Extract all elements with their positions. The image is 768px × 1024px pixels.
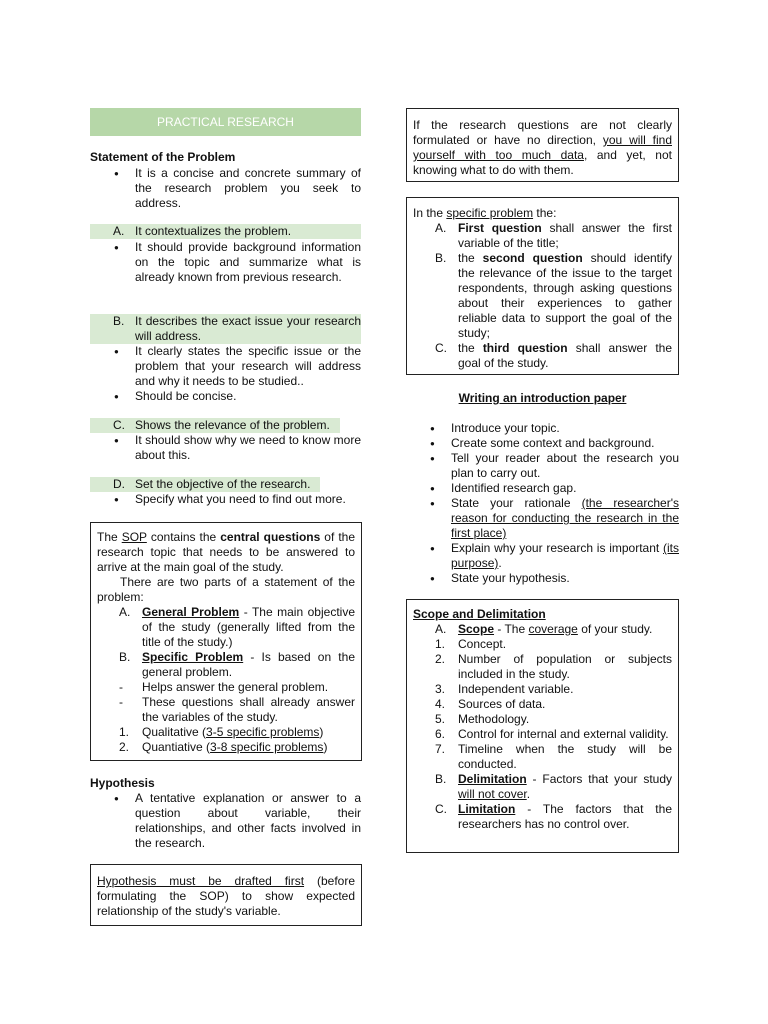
specific-problem-intro: In the specific problem the:	[413, 206, 557, 220]
list-item: ● Introduce your topic.	[406, 421, 679, 436]
scope-subitem: 6. Control for internal and external validity.	[435, 727, 669, 741]
list-item: ● Should be concise.	[90, 389, 361, 404]
quantitative-item: 2. Quantiative (3-8 specific problems)	[119, 740, 328, 754]
research-questions-box	[406, 108, 679, 182]
intro-heading: Writing an introduction paper	[458, 391, 627, 405]
page-title: PRACTICAL RESEARCH	[157, 115, 294, 129]
sop-term: SOP	[121, 530, 147, 544]
sop-heading: Statement of the Problem	[90, 150, 236, 164]
list-item: ● Identified research gap.	[406, 481, 679, 496]
list-item: ● Explain why your research is important (its purpose).	[406, 541, 679, 571]
scope-subitem: 1. Concept.	[435, 637, 507, 651]
scope-box	[406, 599, 679, 853]
hypothesis-box	[90, 864, 362, 926]
specific-problem-term: Specific Problem	[142, 650, 244, 664]
list-item: ● It clearly states the specific issue or the problem that your research will address and why it needs to be studied..	[90, 344, 361, 389]
scope-subitem: 3. Independent variable.	[435, 682, 574, 696]
delimitation-item: B. Delimitation - Factors that your study will not cover.	[435, 772, 672, 801]
page-title-banner	[90, 108, 361, 136]
central-questions-term: central questions	[220, 530, 321, 544]
specific-problem-box	[406, 197, 679, 375]
sop-c-text: Shows the relevance of the problem.	[135, 418, 330, 432]
sop-d-marker: D.	[113, 477, 125, 491]
sop-a-list	[90, 240, 361, 285]
intro-list	[406, 421, 679, 586]
general-problem-term: General Problem	[142, 605, 240, 619]
qualitative-item: 1. Qualitative (3-5 specific problems)	[119, 725, 324, 739]
sop-d-text: Set the objective of the research.	[135, 477, 311, 491]
second-question-item: B. the second question should identify the relevance of the issue to the target respondents, through asking questions about their experiences to gather reliable data to support the goal of the study;	[435, 251, 673, 340]
sop-b-list	[90, 344, 361, 404]
research-questions-text: If the research questions are not clearly formulated or have no direction, you will find yourself with too much data, and yet, not knowing what to do with them.	[413, 118, 672, 177]
hypothesis-list	[90, 791, 361, 851]
list-item: ● Tell your reader about the research you plan to carry out.	[406, 451, 679, 481]
list-item: ● It is a concise and concrete summary of the research problem you seek to address.	[90, 166, 361, 211]
sop-info-box	[90, 522, 362, 761]
hypothesis-box-text: Hypothesis must be drafted first (before formulating the SOP) to show expected relationship of the study's variable.	[97, 874, 355, 918]
scope-heading: Scope and Delimitation	[413, 607, 546, 621]
sop-box-paragraph: The SOP contains the central questions of the research topic that needs to be answered to arrive at the main goal of the study.	[97, 530, 356, 574]
list-item: ● State your hypothesis.	[406, 571, 679, 586]
hypothesis-heading: Hypothesis	[90, 776, 155, 790]
third-question-item: C. the third question shall answer the goal of the study.	[435, 341, 673, 370]
list-item: ● It should show why we need to know more about this.	[90, 433, 361, 463]
first-question-item: A. First question shall answer the first variable of the title;	[435, 221, 672, 250]
list-item: ● State your rationale (the researcher's reason for conducting the research in the first place)	[406, 496, 679, 541]
scope-item: A. Scope - The coverage of your study.	[435, 622, 653, 636]
sop-b-marker: B.	[113, 314, 125, 328]
general-problem-item: A. General Problem - The main objective of the study (generally lifted from the title of the study.)	[119, 605, 355, 649]
sop-a-text: It contextualizes the problem.	[135, 224, 292, 238]
sop-box-parts: There are two parts of a statement of the problem:	[97, 575, 355, 604]
sop-b-text: It describes the exact issue your research will address.	[135, 314, 361, 343]
sop-c-marker: C.	[113, 418, 125, 432]
scope-subitem: 7. Timeline when the study will be conducted.	[435, 742, 672, 771]
scope-subitem: 5. Methodology.	[435, 712, 530, 726]
dash-item: - Helps answer the general problem.	[119, 680, 329, 694]
specific-problem-item: B. Specific Problem - Is based on the general problem.	[119, 650, 355, 679]
limitation-item: C. Limitation - The factors that the researchers has no control over.	[435, 802, 672, 831]
scope-subitem: 2. Number of population or subjects included in the study.	[435, 652, 672, 681]
list-item: ● It should provide background information on the topic and summarize what is already known from previous research.	[90, 240, 361, 285]
list-item: ● A tentative explanation or answer to a question about variable, their relationships, and other facts involved in the research.	[90, 791, 361, 851]
list-item: ● Create some context and background.	[406, 436, 679, 451]
sop-d-list	[90, 492, 361, 507]
sop-c-list	[90, 433, 361, 463]
dash-item: - These questions shall already answer the variables of the study.	[119, 695, 355, 724]
scope-subitem: 4. Sources of data.	[435, 697, 546, 711]
list-item: ● Specify what you need to find out more.	[90, 492, 361, 507]
sop-intro-list	[90, 166, 361, 211]
sop-a-marker: A.	[113, 224, 125, 238]
